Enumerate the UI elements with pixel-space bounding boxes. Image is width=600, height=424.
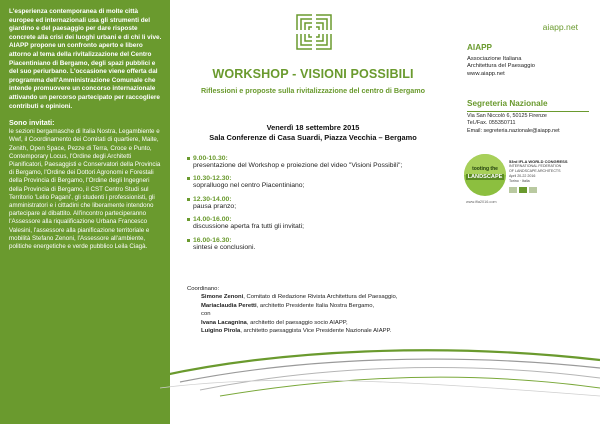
ifla-url-link[interactable]: www.ifla2016.com (466, 200, 497, 204)
ifla-dates: April 20-22 2016 (509, 174, 536, 178)
org-line: Architettura del Paesaggio (467, 63, 535, 70)
coordinator-role: , architetto paesaggista Vice Presidente Nazionale AIAPP. (240, 328, 392, 335)
coordinator-name: Simone Zenoni (201, 294, 244, 301)
invited-text: le sezioni bergamasche di Italia Nostra, Legambiente e Wwf, il Coordinamento dei Comitati di quartiere, Maite, Zenith, Open Space, Pezze di Terra, Croce e Punto, Contemporary Locus, l'Ordine degli Architetti Pianificatori, Paesaggisti e Conservatori della Provincia di Bergamo, l'Ordine dei Dottori Agronomi e Forestali della Provincia di Bergamo, l'Ordine degli Ingegneri della Provincia di Bergamo, il CST Centro Studi sul Territorio 'Lelio Pagani', gli studenti i professionisti, gli amministratori e i cittadini che liberamente intendono partecipare al dibattito. All'incontro parteciperanno l'Assessore alla riqualificazione Urbana Francesco Valesini, l'assessore alla pianificazione territoriale e mobilità Stefano Zenoni, l'Assessore all'ambiente, politiche energetiche e verde pubblico Leila Ciagà. (9, 128, 161, 250)
schedule-desc: discussione aperta fra tutti gli invitati; (193, 223, 305, 231)
schedule-time: 9.00-10.30: (187, 155, 455, 162)
schedule-time: 16.00-16.30: (187, 237, 455, 244)
coordinator-role: con (201, 311, 211, 318)
schedule-desc: sintesi e conclusioni. (193, 243, 256, 251)
coordinator-row (187, 293, 455, 301)
org-name: AIAPP (467, 43, 493, 52)
coordinator-row (187, 302, 455, 310)
ifla-badge-icon (464, 154, 506, 196)
partner-logo-icon (509, 187, 517, 193)
schedule-time: 10.30-12.30: (187, 175, 455, 182)
event-date: Venerdì 18 settembre 2015 (266, 123, 360, 132)
coordinator-role: , architetto Presidente Italia Nostra Bergamo, (256, 302, 375, 309)
website-link[interactable]: aiapp.net (542, 22, 578, 32)
segreteria-details (467, 113, 597, 135)
ifla-federation: INTERNATIONAL FEDERATION (509, 164, 562, 168)
schedule-desc: presentazione del Workshop e proiezione del video "Visioni Possibili"; (193, 162, 403, 169)
partner-logos (509, 187, 595, 193)
intro-text: L'esperienza contemporanea di molte città europee ed internazionali usa gli strumenti del giardino e del paesaggio per dare risposte concrete alla crisi dei luoghi urbani e di chi li vive. AIAPP propone un confronto aperto e libero attorno al tema della rivitalizzazione del Centro Piacentiniano di Bergamo, degli spazi pubblici e del suo periurbano. L'occasione viene offerta dal programma dell'Amministrazione Comunale che intende promuovere un concorso internazionale attivando un percorso partecipato per raccogliere contributi e opinioni. (9, 8, 162, 110)
invited-heading: Sono invitati: (9, 118, 55, 128)
contact-column (460, 0, 600, 424)
schedule-item (187, 196, 455, 211)
badge-bottom-text: LANDSCAPE (467, 174, 503, 180)
page-subtitle: Riflessioni e proposte sulla rivitalizzazione del centro di Bergamo (200, 86, 426, 95)
coordinator-name: Mariaclaudia Peretti (201, 302, 257, 309)
event-venue: Sala Conferenze di Casa Suardi, Piazza Vecchia – Bergamo (209, 133, 417, 142)
schedule-list (187, 155, 455, 257)
schedule-desc: sopralluogo nel centro Piacentiniano; (193, 182, 305, 190)
coordinator-row (187, 327, 455, 335)
org-details (467, 56, 597, 78)
coordinator-row (187, 319, 455, 327)
address: Via San Niccolò 6, 50125 Firenze (467, 113, 547, 119)
org-site-link[interactable]: www.aiapp.net (467, 70, 505, 77)
email-link[interactable]: Email: segreteria.nazionale@aiapp.net (467, 127, 560, 134)
phone: Tel./Fax. 055350711 (467, 120, 516, 127)
coordinators (187, 285, 455, 335)
coordinator-row (187, 310, 455, 318)
coordinator-name: Ivana Lacagnina (201, 319, 247, 326)
schedule-item (187, 216, 455, 231)
schedule-item (187, 237, 455, 252)
coordinator-role: , architetto del paesaggio socio AIAPP, (246, 319, 348, 326)
partner-logo-icon (519, 187, 527, 193)
aiapp-logo-icon (296, 14, 332, 50)
ifla-city: Torino · Italia (509, 179, 530, 183)
sidebar (0, 0, 170, 424)
schedule-item (187, 155, 455, 170)
page-title: WORKSHOP - VISIONI POSSIBILI (212, 67, 414, 81)
ifla-congress: 53rd IFLA WORLD CONGRESS (509, 159, 568, 164)
coordinators-label: Coordinano: (187, 286, 220, 292)
coordinator-role: , Comitato di Redazione Rivista Architettura del Paesaggio, (243, 294, 398, 301)
schedule-desc: pausa pranzo; (193, 202, 237, 210)
schedule-item (187, 175, 455, 190)
badge-top-text: tooting the (472, 166, 498, 172)
schedule-time: 12.30-14.00: (187, 196, 455, 203)
ifla-info (509, 159, 595, 193)
partner-logo-icon (529, 187, 537, 193)
divider (467, 111, 589, 112)
coordinator-name: Luigino Pirola (201, 328, 241, 335)
segreteria-heading: Segreteria Nazionale (467, 99, 548, 108)
org-line: Associazione Italiana (467, 56, 522, 62)
ifla-banner[interactable] (464, 154, 596, 198)
schedule-time: 14.00-16.00: (187, 216, 455, 223)
ifla-federation2: OF LANDSCAPE ARCHITECTS (509, 169, 561, 173)
